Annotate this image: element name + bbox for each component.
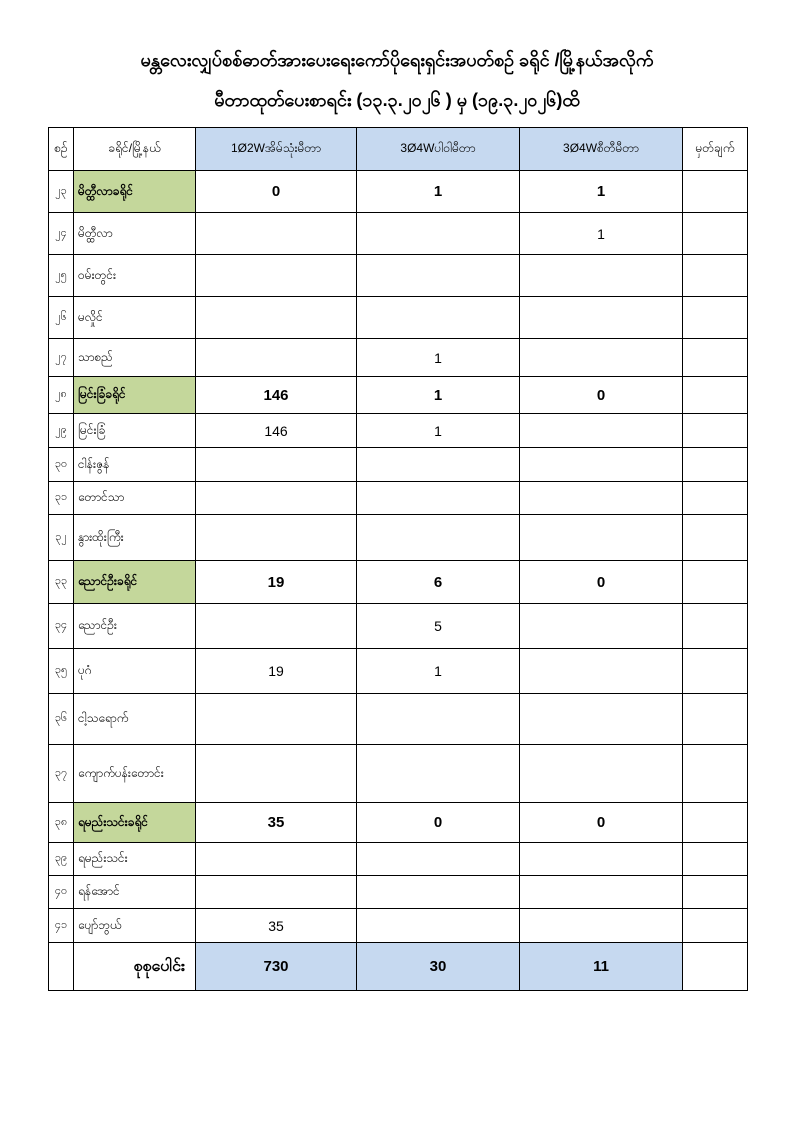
value-3p4w-ct: 0 [520,803,683,843]
table-row [49,171,748,213]
value-3p4w-ct [520,876,683,909]
remark-cell [683,377,748,414]
remark-cell [683,649,748,694]
table-row [49,377,748,414]
table-row [49,876,748,909]
table-row [49,255,748,297]
table-row [49,803,748,843]
remark-cell [683,482,748,515]
district-township-name: ပုဂံ [74,649,196,694]
value-1p2w-home [196,339,357,377]
value-1p2w-home: 146 [196,377,357,414]
value-1p2w-home: 35 [196,909,357,943]
value-3p4w-ct [520,255,683,297]
table-row [49,339,748,377]
remark-cell [683,297,748,339]
district-township-name: နွားထိုးကြီး [74,515,196,561]
value-1p2w-home [196,255,357,297]
district-township-name: မလှိုင် [74,297,196,339]
value-3p4w-ct [520,414,683,448]
value-3p4w-ct: 0 [520,561,683,604]
header-district-township: ခရိုင်/မြို့နယ် [74,128,196,171]
total-remark-cell [683,943,748,991]
table-row [49,649,748,694]
header-meter-3p4w-ct: 3Ø4Wစီတီမီတာ [520,128,683,171]
value-3p4w-ct [520,843,683,876]
table-row [49,448,748,482]
value-1p2w-home [196,213,357,255]
value-3p4w-power [357,745,520,803]
remark-cell [683,909,748,943]
district-township-name: ရမည်းသင်းခရိုင် [74,803,196,843]
table-row [49,843,748,876]
table-header-row [49,128,748,171]
district-township-name: ပျော်ဘွယ် [74,909,196,943]
remark-cell [683,515,748,561]
value-3p4w-power: 6 [357,561,520,604]
value-1p2w-home [196,482,357,515]
value-3p4w-power [357,482,520,515]
remark-cell [683,876,748,909]
row-number: ၂၅ [49,255,74,297]
row-number: ၃၅ [49,649,74,694]
value-1p2w-home: 35 [196,803,357,843]
total-3p4w-power: 30 [357,943,520,991]
total-1p2w-home: 730 [196,943,357,991]
value-3p4w-power [357,255,520,297]
district-township-name: ကျောက်ပန်းတောင်း [74,745,196,803]
value-3p4w-power [357,694,520,745]
value-1p2w-home [196,604,357,649]
value-3p4w-ct: 1 [520,171,683,213]
value-1p2w-home: 19 [196,561,357,604]
remark-cell [683,604,748,649]
table-row [49,414,748,448]
value-1p2w-home: 19 [196,649,357,694]
value-3p4w-power [357,213,520,255]
row-number: ၂၃ [49,171,74,213]
remark-cell [683,803,748,843]
value-1p2w-home [196,745,357,803]
value-3p4w-power: 1 [357,339,520,377]
value-3p4w-ct: 0 [520,377,683,414]
district-township-name: ညောင်ဦး [74,604,196,649]
district-township-name: တောင်သာ [74,482,196,515]
row-number: ၃၄ [49,604,74,649]
table-row [49,604,748,649]
value-3p4w-ct [520,909,683,943]
row-number: ၂၆ [49,297,74,339]
table-row [49,297,748,339]
row-number: ၂၇ [49,339,74,377]
row-number: ၃၃ [49,561,74,604]
row-number: ၄၁ [49,909,74,943]
report-title-line2: မီတာထုတ်ပေးစာရင်း (၁၃.၃.၂၀၂၆ ) မှ (၁၉.၃.၂၀၂၆)ထိ [214,90,580,110]
header-meter-1p2w-home: 1Ø2Wအိမ်သုံးမီတာ [196,128,357,171]
report-title-line1: မန္တလေးလျှပ်စစ်ဓာတ်အားပေးရေးကော်ပိုရေးရှင်းအပတ်စဉ် ခရိုင် /မြို့နယ်အလိုက် [140,50,654,70]
value-1p2w-home [196,843,357,876]
remark-cell [683,694,748,745]
total-label: စုစုပေါင်း [74,943,196,991]
remark-cell [683,339,748,377]
value-3p4w-power [357,843,520,876]
value-1p2w-home: 0 [196,171,357,213]
district-township-name: မြင်းခြံ [74,414,196,448]
total-row [49,943,748,991]
value-3p4w-power [357,515,520,561]
table-row [49,694,748,745]
remark-cell [683,255,748,297]
row-number: ၂၉ [49,414,74,448]
value-1p2w-home [196,448,357,482]
district-township-name: ဝမ်းတွင်း [74,255,196,297]
table-row [49,561,748,604]
row-number: ၃၆ [49,694,74,745]
remark-cell [683,171,748,213]
value-3p4w-power [357,909,520,943]
row-number: ၃၈ [49,803,74,843]
row-number: ၂၄ [49,213,74,255]
value-1p2w-home [196,876,357,909]
remark-cell [683,213,748,255]
row-number: ၃၂ [49,515,74,561]
district-township-name: ရန်အောင် [74,876,196,909]
table-row [49,213,748,255]
remark-cell [683,414,748,448]
value-1p2w-home [196,297,357,339]
value-3p4w-ct [520,694,683,745]
value-3p4w-ct [520,604,683,649]
remark-cell [683,448,748,482]
row-number: ၄၀ [49,876,74,909]
value-3p4w-ct [520,515,683,561]
remark-cell [683,561,748,604]
value-3p4w-ct [520,649,683,694]
value-3p4w-ct [520,745,683,803]
table-row [49,909,748,943]
district-township-name: ငါ့သရောက် [74,694,196,745]
value-1p2w-home [196,515,357,561]
value-3p4w-ct: 1 [520,213,683,255]
district-township-name: မြင်းခြံခရိုင် [74,377,196,414]
row-number: ၃၁ [49,482,74,515]
value-3p4w-power [357,297,520,339]
value-3p4w-power: 1 [357,414,520,448]
meter-issuance-table [48,127,748,991]
district-township-name: သာစည် [74,339,196,377]
district-township-name: ရမည်းသင်း [74,843,196,876]
value-3p4w-power: 1 [357,377,520,414]
value-3p4w-power: 1 [357,649,520,694]
district-township-name: ငါန်းဇွန် [74,448,196,482]
table-row [49,745,748,803]
district-township-name: မိတ္ထီလာခရိုင် [74,171,196,213]
total-serial-cell [49,943,74,991]
remark-cell [683,745,748,803]
value-3p4w-power: 1 [357,171,520,213]
remark-cell [683,843,748,876]
value-3p4w-power: 5 [357,604,520,649]
report-title [0,40,794,120]
value-3p4w-power [357,876,520,909]
value-3p4w-power: 0 [357,803,520,843]
district-township-name: မိတ္ထီလာ [74,213,196,255]
district-township-name: ညောင်ဦးခရိုင် [74,561,196,604]
header-serial-no: စဉ် [49,128,74,171]
row-number: ၂၈ [49,377,74,414]
total-3p4w-ct: 11 [520,943,683,991]
value-3p4w-ct [520,482,683,515]
row-number: ၃၇ [49,745,74,803]
value-3p4w-power [357,448,520,482]
value-3p4w-ct [520,339,683,377]
table-row [49,515,748,561]
header-remark: မှတ်ချက် [683,128,748,171]
value-1p2w-home: 146 [196,414,357,448]
value-3p4w-ct [520,297,683,339]
value-3p4w-ct [520,448,683,482]
table-row [49,482,748,515]
value-1p2w-home [196,694,357,745]
row-number: ၃၉ [49,843,74,876]
row-number: ၃၀ [49,448,74,482]
header-meter-3p4w-power: 3Ø4Wပါဝါမီတာ [357,128,520,171]
